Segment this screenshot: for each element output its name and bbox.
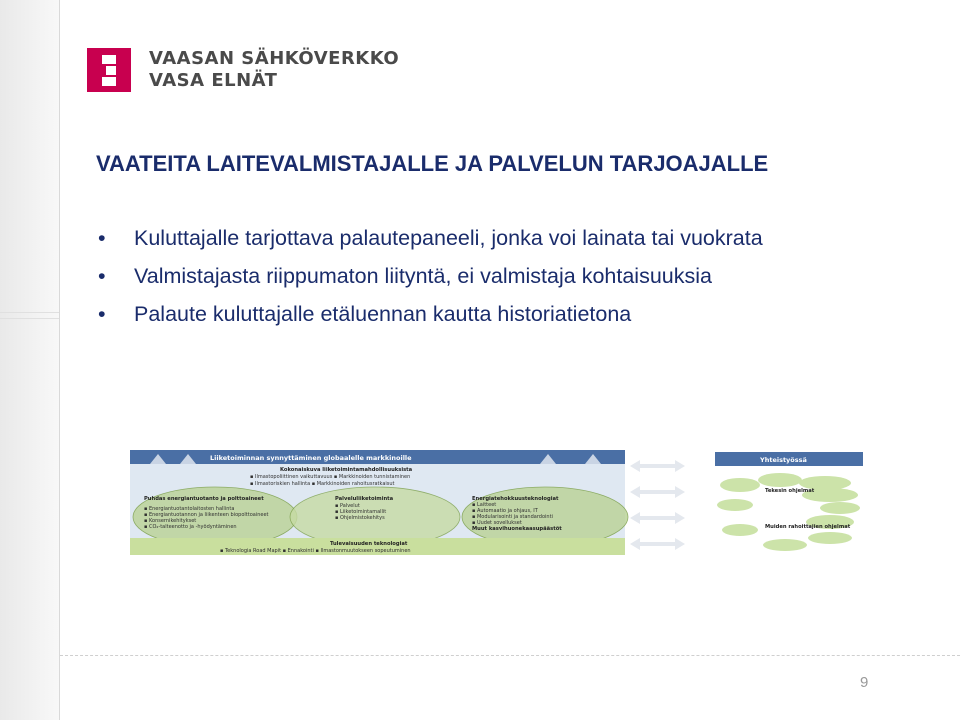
middle-box-title: Palveluliiketoiminta	[335, 496, 394, 502]
middle-box-item: ▪ Palvelut	[335, 503, 360, 509]
left-margin-band	[0, 0, 60, 720]
left-box-item: ▪ Konsernikehitykset	[144, 518, 197, 524]
footer-divider	[60, 655, 960, 656]
top-banner-text: Liiketoiminnan synnyttäminen globaalelle markkinoille	[210, 454, 412, 462]
bottom-banner-items: ▪ Teknologia Road Mapit ▪ Ennakointi ▪ Ilmastonmuutokseen sopeutuminen	[220, 548, 411, 554]
right-box-item: ▪ Automaatio ja ohjaus, IT	[472, 508, 538, 514]
bottom-banner-title: Tulevaisuuden teknologiat	[330, 541, 408, 547]
right-box-item: ▪ Laitteet	[472, 502, 497, 508]
logo-mark-icon	[87, 48, 131, 92]
page-number: 9	[860, 674, 869, 691]
double-arrows	[630, 460, 685, 550]
side-panel-label: Tekesin ohjelmat	[765, 488, 815, 494]
side-panel-label: Muiden rahoittajien ohjelmat	[765, 524, 851, 530]
logo-name-sv-suffix: ELNÄT	[211, 70, 278, 91]
logo-name-fi: VAASAN SÄHKÖVERKKO	[149, 48, 400, 69]
top-sub-line: ▪ Ilmastoriskien hallinta ▪ Markkinoiden rahoitusratkaisut	[250, 481, 395, 487]
right-box-extra: Muut kasvihuonekaasupäästöt	[472, 526, 562, 532]
ecosystem-diagram	[130, 450, 870, 555]
right-box-item: ▪ Uudet sovellukset	[472, 520, 522, 526]
bullet-item: • Kuluttajalle tarjottava palautepaneeli, jonka voi lainata tai vuokrata	[96, 223, 886, 254]
slide-title: VAATEITA LAITEVALMISTAJALLE JA PALVELUN TARJOAJALLE	[96, 151, 769, 176]
bullet-list	[96, 223, 886, 337]
band-divider	[0, 318, 60, 319]
middle-box-item: ▪ Liiketoimintamallit	[335, 509, 387, 515]
side-panel-title: Yhteistyössä	[760, 456, 807, 464]
bullet-item: • Palaute kuluttajalle etäluennan kautta historiatietona	[96, 299, 886, 330]
right-box-title: Energiatehokkuusteknologiat	[472, 496, 559, 502]
cloud-shapes	[717, 473, 860, 551]
logo-name-sv-prefix: VASA	[149, 70, 212, 91]
bullet-item: • Valmistajasta riippumaton liityntä, ei valmistaja kohtaisuuksia	[96, 261, 886, 292]
top-sub-title: Kokonaiskuva liiketoimintamahdollisuuksista	[280, 467, 413, 473]
right-box-item: ▪ Modularisointi ja standardointi	[472, 514, 553, 520]
top-sub-line: ▪ Ilmastopoliittinen vaikuttavuus ▪ Markkinoiden tunnistaminen	[250, 474, 411, 480]
left-box-item: ▪ Energiantuotantolaitosten hallinta	[144, 506, 235, 512]
left-box-item: ▪ CO₂-talteenotto ja -hyödyntäminen	[144, 524, 237, 530]
left-box-title: Puhdas energiantuotanto ja polttoaineet	[144, 496, 264, 502]
band-divider	[0, 312, 60, 313]
left-box-item: ▪ Energiantuotannon ja liikenteen biopolttoaineet	[144, 512, 269, 518]
company-logo	[87, 48, 427, 92]
middle-box-item: ▪ Ohjelmistokehitys	[335, 515, 385, 521]
logo-name-sv	[149, 70, 277, 91]
